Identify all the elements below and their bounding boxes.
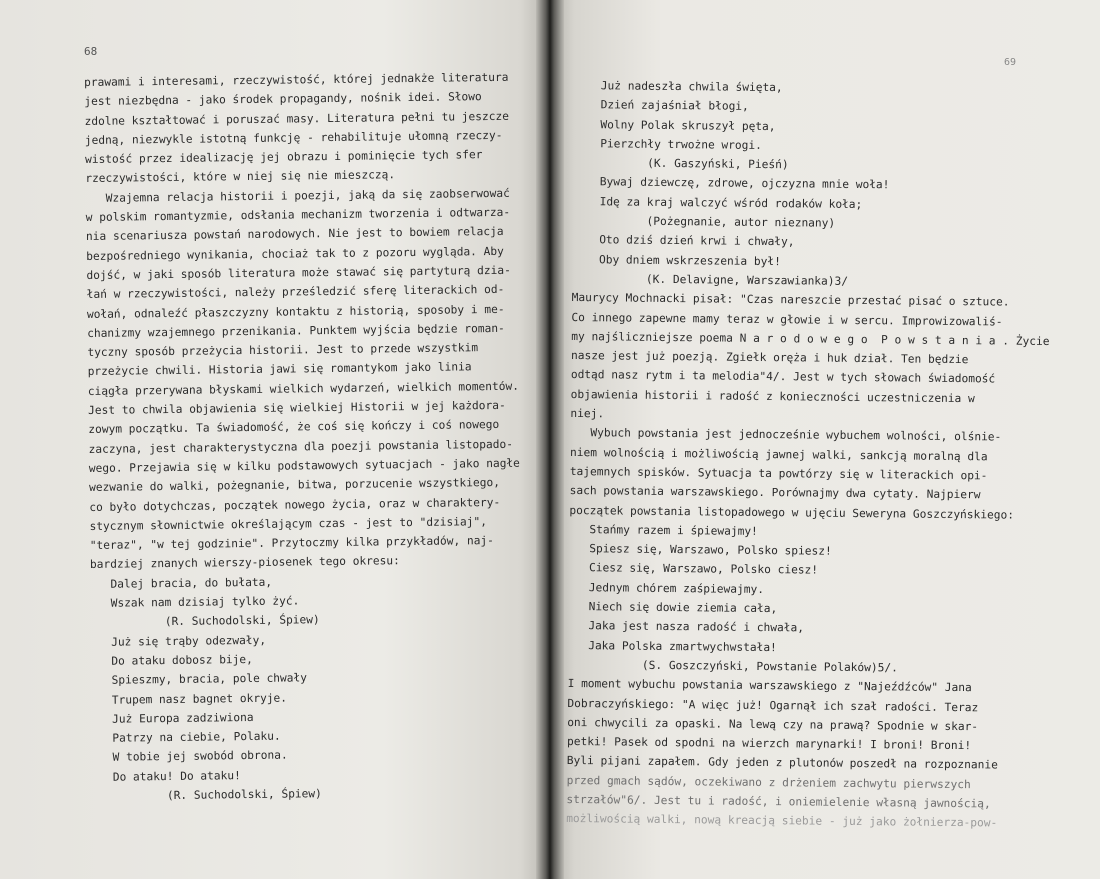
text-line: Oby dniem wskrzeszenia był! <box>572 252 781 268</box>
right-page <box>552 0 1100 879</box>
text-line: zaczyna, jest charakterystyczna dla poezji powstania listopado- <box>88 437 513 456</box>
text-line: Jest to chwila objawienia się wielkiej Historii w jej każdora- <box>88 398 506 418</box>
text-line: Trupem nasz bagnet okryje. <box>91 691 288 707</box>
text-line: Dzień zajaśniał błogi, <box>573 98 749 114</box>
text-line: ciągła przerywana błyskami wielkich wydarzeń, wielkich momentów. <box>87 379 520 398</box>
text-line: sach powstania warszawskiego. Porównajmy dwa cytaty. Najpierw <box>569 484 981 502</box>
text-line: przeżycie chwili. Historia jawi się romantykom jako linia <box>87 360 472 379</box>
text-line: Byli pijani zapałem. Gdy jeden z plutonów poszedł na rozpoznanie <box>566 754 998 772</box>
text-line: strzałów"6/. Jest tu i radość, i oniemielenie własną jawnością, <box>566 792 991 811</box>
text-line: wego. Przejawia się w kilku podstawowych sytuacjach - jako nagłe <box>88 456 520 475</box>
text-line: Patrzy na ciebie, Polaku. <box>92 729 281 746</box>
text-line: Stańmy razem i śpiewajmy! <box>569 522 758 538</box>
text-line: Maurycy Mochnacki pisał: "Czas nareszcie przestać pisać o sztuce. <box>571 291 1010 309</box>
text-line: Już się trąby odezwały, <box>90 633 267 649</box>
text-line: niej. <box>570 407 605 421</box>
text-line: Niech się dowie ziemia cała, <box>568 599 778 616</box>
text-line: Jaka Polska zmartwychwstała! <box>567 638 777 654</box>
text-line: stycznym słownictwie określającym czas - jest to "dzisiaj", <box>89 514 487 533</box>
text-line: wołań, odnaleźć płaszczyzny kontaktu z historią, sposoby i me- <box>86 302 505 321</box>
text-line: jest niezbędna - jako środek propagandy, nośnik idei. Słowo <box>84 90 482 109</box>
text-line: Bywaj dziewczę, zdrowe, ojczyzna mnie woła! <box>572 175 890 192</box>
text-line: nasze jest już poezją. Zgiełk oręża i huk dział. Ten będzie <box>571 349 969 367</box>
text-line: (K. Gaszyński, Pieśń) <box>573 156 789 172</box>
text-line: (S. Goszczyński, Powstanie Polaków)5/. <box>567 657 898 675</box>
text-line: dojść, w jaki sposób literatura może stawać się partyturą dzia- <box>86 263 511 282</box>
text-line: Dobraczyńskiego: "A więc już! Ogarnął ich szał radości. Teraz <box>567 696 979 714</box>
text-line: Co innego zapewne mamy teraz w głowie i w sercu. Improwizowaliś- <box>571 310 1003 329</box>
text-line: bezpośredniego wynikania, chociaż tak to z pozoru wygląda. Aby <box>86 244 504 263</box>
text-line: Już Europa zadziwiona <box>91 710 254 726</box>
right-page-text <box>566 76 1052 834</box>
text-line: początek powstania listopadowego w ujęciu Seweryna Goszczyńskiego: <box>569 503 1015 522</box>
text-line: W tobie jej swobód obrona. <box>92 748 288 765</box>
text-line: Jednym chórem zaśpiewajmy. <box>568 580 765 596</box>
text-line: "teraz", "w tej godzinie". Przytoczmy kilka przykładów, naj- <box>89 534 494 553</box>
text-line: zowym początku. Ta świadomość, że coś się kończy i coś nowego <box>88 418 500 437</box>
text-line: zdolne kształtować i poruszać masy. Literatura pełni tu jeszcze <box>84 109 509 128</box>
text-line: Spiesz się, Warszawo, Polsko spiesz! <box>568 542 832 558</box>
book-gutter <box>536 0 564 879</box>
text-line: Wybuch powstania jest jednocześnie wybuchem wolności, olśnie- <box>570 426 1002 444</box>
text-line: Do ataku! Do ataku! <box>92 768 241 784</box>
text-line: Już nadeszła chwila święta, <box>573 78 783 95</box>
text-line: Ciesz się, Warszawo, Polsko ciesz! <box>568 561 819 578</box>
text-line: Jaka jest nasza radość i chwała, <box>568 619 805 635</box>
left-page-text <box>84 68 524 806</box>
text-line: bardziej znanych wierszy-piosenek tego okresu: <box>89 554 400 572</box>
text-line: tajemnych spisków. Sytuacja ta powtórzy się w literackich opi- <box>569 464 988 483</box>
left-page <box>0 0 548 879</box>
text-line: Wzajemna relacja historii i poezji, jaką da się zaobserwować <box>85 186 510 205</box>
text-line: odtąd nasz rytm i ta melodia"4/. Jest w tych słowach świadomość <box>570 368 996 386</box>
text-line: nia scenariusza powstań narodowych. Nie jest to bowiem relacja <box>85 225 504 244</box>
text-line: Dalej bracia, do bułata, <box>90 575 273 591</box>
text-line: my najśliczniejsze poema N a r o d o w e g o P o w s t a n i a . Życie <box>571 329 1050 348</box>
text-line: (K. Delavigne, Warszawianka)3/ <box>571 271 849 288</box>
text-line: wistość przez idealizację jej obrazu i pominięcie tych sfer <box>84 148 483 167</box>
text-line: Do ataku dobosz bije, <box>91 652 253 668</box>
text-line: (R. Suchodolski, Śpiew) <box>90 613 320 630</box>
text-line: Oto dziś dzień krwi i chwały, <box>572 233 795 249</box>
text-line: (Pożegnanie, autor nieznany) <box>572 214 836 230</box>
text-line: Pierzchły trwożne wrogi. <box>573 136 762 152</box>
text-line: Wolny Polak skruszył pęta, <box>573 117 776 133</box>
text-line: I moment wybuchu powstania warszawskiego z "Najeźdźców" Jana <box>567 677 972 695</box>
text-line: Wszak nam dzisiaj tylko żyć. <box>90 594 300 610</box>
text-line: rzeczywistości, które w niej się nie mieszczą. <box>85 168 396 186</box>
page-number-right: 69 <box>1004 57 1017 68</box>
text-line: jedną, niezwykle istotną funkcję - rehabilituje ułomną rzeczy- <box>84 128 503 147</box>
text-line: możliwością walki, nową kreacją siebie - już jako żołnierza-pow- <box>566 812 998 830</box>
text-line: prawami i interesami, rzeczywistość, której jednakże literatura <box>84 70 509 89</box>
text-line: Idę za kraj walczyć wśród rodaków koła; <box>572 194 863 211</box>
text-line: (R. Suchodolski, Śpiew) <box>92 787 322 803</box>
text-line: co było dotychczas, początek nowego życia, oraz w charaktery- <box>89 495 501 514</box>
text-line: tyczny sposób przeżycia historii. Jest to przede wszystkim <box>87 341 479 360</box>
text-line: niem wolnością i możliwością jawnej walki, sankcją moralną dla <box>569 445 988 463</box>
text-line: wezwanie do walki, pożegnanie, bitwa, porzucenie wszystkiego, <box>88 476 500 495</box>
text-line: Spieszmy, bracia, pole chwały <box>91 671 308 688</box>
text-line: petki! Pasek od spodni na wierzch marynarki! I broni! Broni! <box>566 735 972 753</box>
text-line: w polskim romantyzmie, odsłania mechanizm tworzenia i odtwarza- <box>85 205 511 225</box>
text-line: przed gmach sądów, oczekiwano z drżeniem zachwytu pierwszych <box>566 773 971 791</box>
text-line: objawienia historii i radość z konieczności uczestniczenia w <box>570 387 975 405</box>
page-number-left: 68 <box>84 45 98 58</box>
text-line: chanizmy wzajemnego przenikania. Punktem wyjścia będzie roman- <box>87 321 505 340</box>
text-line: oni chwycili za opaski. Na lewą czy na prawą? Spodnie w skar- <box>567 715 979 734</box>
text-line: łań w rzeczywistości, należy prześledzić sferę literackich od- <box>86 283 505 302</box>
